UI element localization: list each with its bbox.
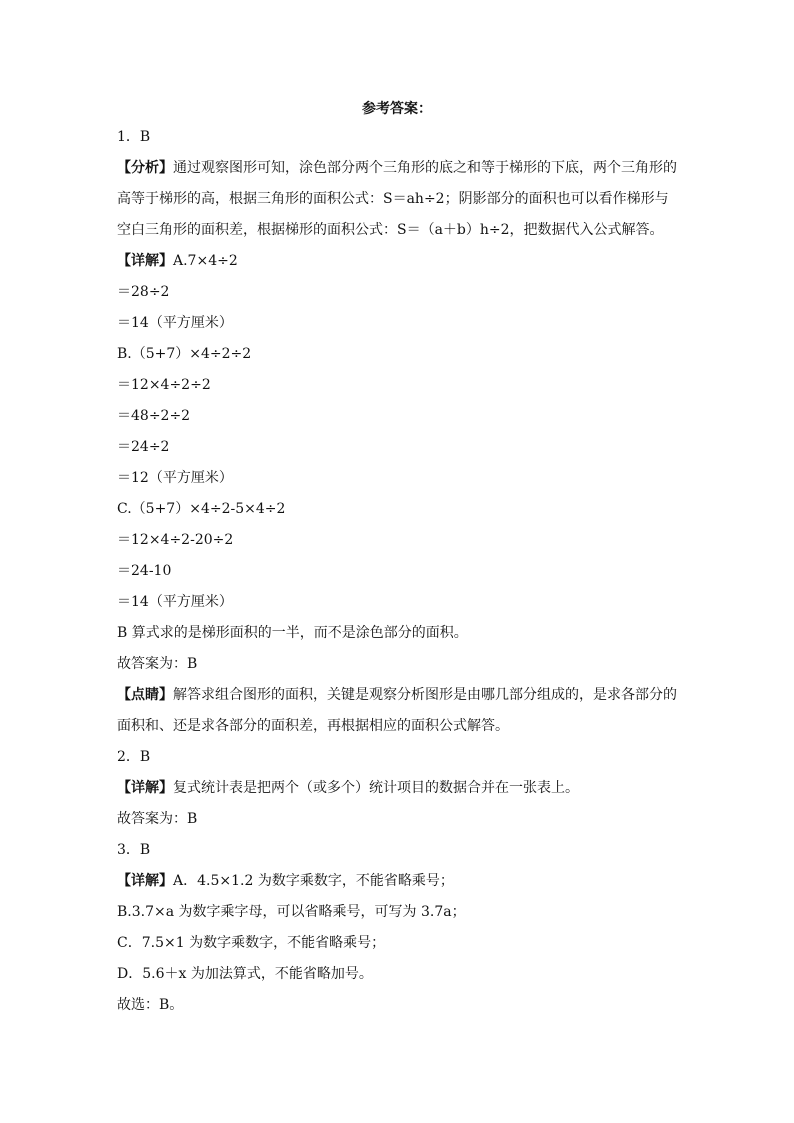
calc-line: ＝12（平方厘米） [117, 470, 233, 486]
detail-text: 复式统计表是把两个（或多个）统计项目的数据合并在一张表上。 [173, 780, 579, 796]
option-line: D．5.6＋x 为加法算式，不能省略加号。 [117, 966, 373, 982]
calc-line: ＝12×4÷2÷2 [117, 377, 211, 393]
answer-line: 故答案为：B [117, 656, 198, 672]
calc-line: ＝14（平方厘米） [117, 594, 233, 610]
calc-line: ＝24÷2 [117, 439, 170, 455]
q2-detail [117, 773, 677, 804]
q3-number: 3．B [117, 842, 151, 858]
analysis-text: 通过观察图形可知，涂色部分两个三角形的底之和等于梯形的下底，两个三角形的高等于梯形的高，根据三角形的面积公式：S＝ah÷2；阴影部分的面积也可以看作梯形与空白三角形的面积差，根据梯形的面积公式：S＝（a＋b）h÷2，把数据代入公式解答。 [117, 160, 677, 238]
calc-line: ＝24-10 [117, 563, 172, 579]
tip-tag: 【点睛】 [117, 687, 173, 703]
calc-line: ＝12×4÷2-20÷2 [117, 532, 234, 548]
q2-number: 2．B [117, 749, 151, 765]
q1-tip [117, 680, 677, 742]
calc-line: ＝28÷2 [117, 284, 170, 300]
calc-line: ＝14（平方厘米） [117, 315, 233, 331]
q1-detail-line [117, 246, 677, 277]
answer-content [117, 122, 677, 1021]
page-title: 参考答案： [362, 101, 432, 117]
explanation-line: B 算式求的是梯形面积的一半，而不是涂色部分的面积。 [117, 625, 468, 641]
tip-text: 解答求组合图形的面积，关键是观察分析图形是由哪几部分组成的，是求各部分的面积和、还是求各部分的面积差，再根据相应的面积公式解答。 [117, 687, 677, 734]
detail-text: A．4.5×1.2 为数字乘数字，不能省略乘号； [173, 873, 454, 889]
calc-line: C.（5+7）×4÷2-5×4÷2 [117, 501, 286, 517]
option-line: B.3.7×a 为数字乘字母，可以省略乘号，可写为 3.7a； [117, 904, 466, 920]
answer-line: 故答案为：B [117, 811, 198, 827]
detail-tag: 【详解】 [117, 873, 173, 889]
option-line: C．7.5×1 为数字乘数字，不能省略乘号； [117, 935, 386, 951]
calc-line: B.（5+7）×4÷2÷2 [117, 346, 252, 362]
answer-line: 故选：B。 [117, 997, 184, 1013]
q1-number: 1．B [117, 129, 151, 145]
calc-line: ＝48÷2÷2 [117, 408, 191, 424]
detail-tag: 【详解】 [117, 253, 173, 269]
analysis-tag: 【分析】 [117, 160, 173, 176]
detail-tag: 【详解】 [117, 780, 173, 796]
calc-line: A.7×4÷2 [173, 253, 238, 269]
q1-analysis [117, 153, 677, 246]
q3-detail [117, 866, 677, 897]
